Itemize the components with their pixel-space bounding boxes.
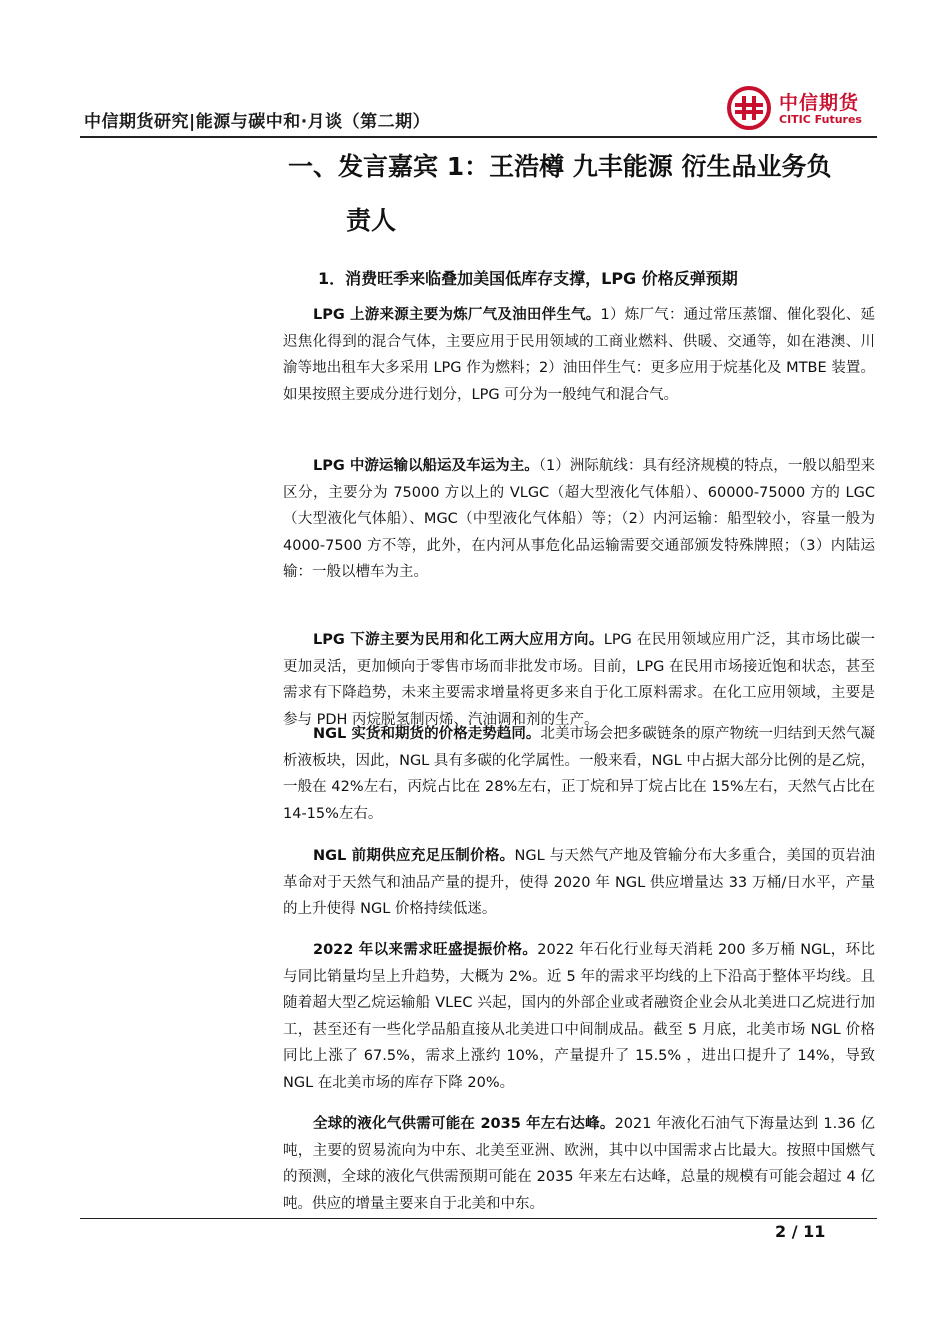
paragraph-lpg-midstream — [283, 453, 875, 586]
paragraph-body: 2021 年液化石油气下海量达到 1.36 亿吨，主要的贸易流向为中东、北美至亚洲、欧洲，其中以中国需求占比最大。按照中国燃气的预测，全球的液化气供需预期可能在 2035 年来左右达峰，总量的规模有可能会超过 4 亿吨。供应的增量主要来自于北美和中东。 — [283, 1116, 875, 1212]
paragraph-ngl-price-trend — [283, 721, 875, 827]
paragraph-lead: 全球的液化气供需可能在 2035 年左右达峰。 — [313, 1116, 615, 1132]
logo-chinese-name: 中信期货 — [779, 92, 860, 114]
paragraph-ngl-supply — [283, 843, 875, 923]
footer-divider — [80, 1218, 877, 1219]
paragraph-lead: LPG 下游主要为民用和化工两大应用方向。 — [313, 632, 604, 648]
paragraph-body: （1）洲际航线：具有经济规模的特点，一般以船型来区分，主要分为 75000 方以上的 VLGC（超大型液化气体船）、60000-75000 方的 LGC（大型液化气体船）、MGC（中型液化气体船）等；（2）内河运输：船型较小，容量一般为 4000-7500 方不等，此外，在内河从事危化品运输需要交通部颁发特殊牌照；（3）内陆运输：一般以槽车为主。 — [283, 458, 875, 580]
paragraph-body: LPG 在民用领域应用广泛，其市场比碳一更加灵活，更加倾向于零售市场而非批发市场。目前，LPG 在民用市场接近饱和状态，甚至需求有下降趋势，未来主要需求增量将更多来自于化工原料需求。在化工应用领域，主要是参与 PDH 丙烷脱氢制丙烯、汽油调和剂的生产。 — [283, 632, 875, 728]
report-header-title: 中信期货研究|能源与碳中和·月谈（第二期） — [84, 112, 431, 132]
citic-logo — [727, 86, 877, 130]
paragraph-2022-demand — [283, 937, 875, 1096]
paragraph-body: 1）炼厂气：通过常压蒸馏、催化裂化、延迟焦化得到的混合气体，主要应用于民用领域的工商业燃料、供暖、交通等，如在港澳、川渝等地出租车大多采用 LPG 作为燃料；2）油田伴生气：更多应用于烷基化及 MTBE 装置。如果按照主要成分进行划分，LPG 可分为一般纯气和混合气。 — [283, 307, 875, 403]
paragraph-body: 北美市场会把多碳链条的原产物统一归结到天然气凝析液板块，因此，NGL 具有多碳的化学属性。一般来看，NGL 中占据大部分比例的是乙烷，一般在 42%左右，丙烷占比在 28%左右，正丁烷和异丁烷占比在 15%左右，天然气占比在 14-15%左右。 — [283, 726, 876, 822]
paragraph-body: NGL 与天然气产地及管输分布大多重合，美国的页岩油革命对于天然气和油品产量的提升，使得 2020 年 NGL 供应增量达 33 万桶/日水平，产量的上升使得 NGL 价格持续低迷。 — [283, 848, 875, 917]
section-title-line-2: 责人 — [346, 206, 397, 235]
paragraph-lead: LPG 上游来源主要为炼厂气及油田伴生气。 — [313, 307, 601, 323]
header-divider — [80, 136, 877, 138]
subsection-title: 1．消费旺季来临叠加美国低库存支撑，LPG 价格反弹预期 — [318, 269, 738, 288]
paragraph-lpg-downstream — [283, 627, 875, 733]
paragraph-global-lpg-peak — [283, 1111, 875, 1217]
paragraph-lead: LPG 中游运输以船运及车运为主。 — [313, 458, 539, 474]
paragraph-lead: NGL 实货和期货的价格走势趋同。 — [313, 726, 541, 742]
page-number: 2 / 11 — [775, 1222, 826, 1241]
section-title-line-1: 一、发言嘉宾 1：王浩樽 九丰能源 衍生品业务负 — [288, 152, 832, 181]
paragraph-body: 2022 年石化行业每天消耗 200 多万桶 NGL，环比与同比销量均呈上升趋势，大概为 2%。近 5 年的需求平均线的上下沿高于整体平均线。且随着超大型乙烷运输船 VLEC 兴起，国内的外部企业或者融资企业会从北美进口乙烷进行加工，甚至还有一些化学品船直接从北美进口中间制成品。截至 5 月底，北美市场 NGL 价格同比上涨了 67.5%，需求上涨约 10%，产量提升了 15.5% ，进出口提升了 14%，导致 NGL 在北美市场的库存下降 20%。 — [283, 942, 875, 1091]
citic-logo-icon — [727, 86, 771, 130]
paragraph-lead: 2022 年以来需求旺盛提振价格。 — [313, 942, 538, 958]
logo-english-name: CITIC Futures — [779, 113, 862, 126]
section-title — [288, 140, 878, 248]
paragraph-lpg-upstream — [283, 302, 875, 408]
paragraph-lead: NGL 前期供应充足压制价格。 — [313, 848, 515, 864]
